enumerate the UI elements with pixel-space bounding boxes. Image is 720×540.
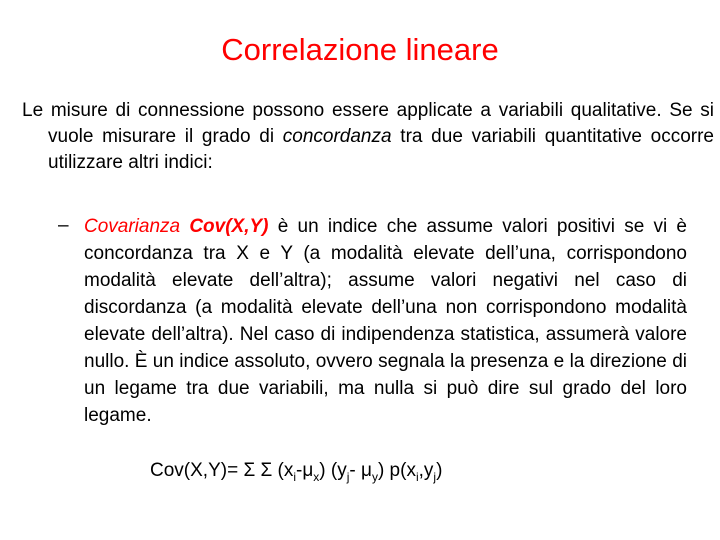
- formula-sub-x: x: [313, 469, 320, 484]
- intro-paragraph: [22, 98, 714, 176]
- formula-p: ) p(x: [377, 460, 416, 481]
- intro-emphasis: concordanza: [282, 126, 392, 147]
- formula-comma: ,y: [418, 460, 434, 481]
- formula-sub-i: i: [293, 469, 296, 484]
- covariance-term: Covarianza: [84, 216, 181, 237]
- intro-text-1: Le misure di connessione possono essere applicate a variabili qualitative. Se si vuole misurare il grado di: [22, 100, 714, 147]
- covariance-paragraph: [84, 213, 687, 429]
- formula-mu-y: - μ: [349, 460, 372, 481]
- covariance-formula: [150, 458, 442, 484]
- covariance-text: è un indice che assume valori positivi se vi è concordanza tra X e Y (a modalità elevate dell’una, corrispondono modalità elevate dell’altra); assume valori negativi nel caso di discordanza (a modalità elevate dell’una non corrispondono modalità elevate dell’altra). Nel caso di indipendenza statistica, assumerà valore nullo. È un indice assoluto, ovvero segnala la presenza e la direzione di un legame tra due variabili, ma nulla si può dire sul grado del loro legame.: [84, 216, 687, 426]
- slide-title: Correlazione lineare: [221, 32, 499, 67]
- formula-sub-i2: i: [415, 469, 419, 484]
- formula-end: ): [436, 460, 443, 481]
- formula-mid: ) (y: [319, 460, 347, 481]
- formula-mu-x: -μ: [296, 460, 314, 481]
- formula-sub-j2: j: [433, 469, 437, 484]
- formula-lhs: Cov(X,Y)= Σ Σ (x: [150, 460, 294, 481]
- formula-sub-j: j: [346, 469, 350, 484]
- intro-text-2: tra due variabili quantitative occorre utilizzare altri indici:: [48, 126, 714, 173]
- formula-sub-y: y: [371, 469, 378, 484]
- covariance-symbol: Cov(X,Y): [189, 216, 269, 237]
- bullet-dash: –: [58, 215, 69, 236]
